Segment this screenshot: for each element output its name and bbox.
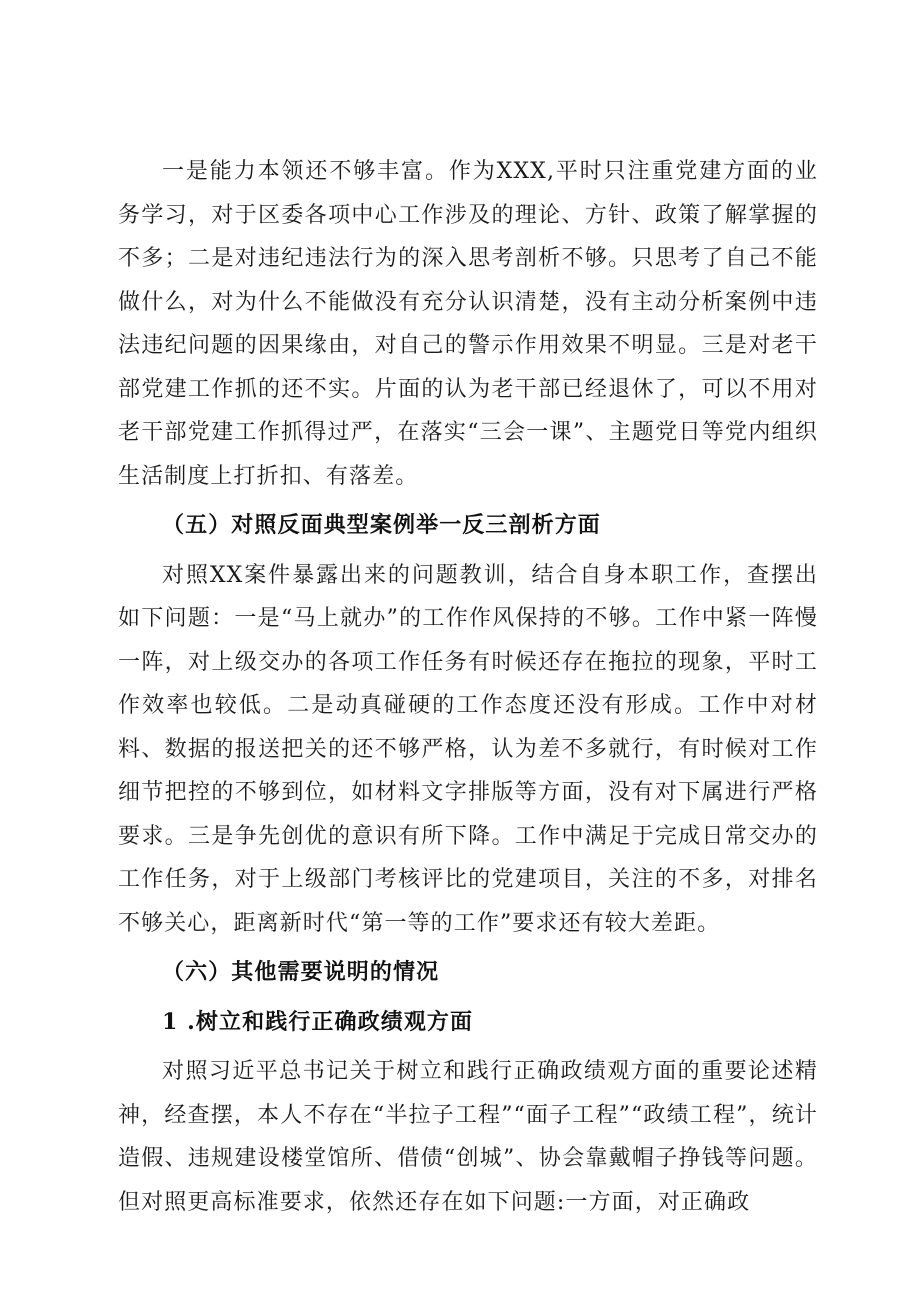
- paragraph-ability-shortcomings: 一是能力本领还不够丰富。作为XXX,平时只注重党建方面的业务学习，对于区委各项中心工作涉及的理论、方针、政策了解掌握的不多；二是对违纪违法行为的深入思考剖析不够。只思考了自己不能做什么，对为什么不能做没有充分认识清楚，没有主动分析案例中违法违纪问题的因果缘由，对自己的警示作用效果不明显。三是对老干部党建工作抓的还不实。片面的认为老干部已经退休了，可以不用对老干部党建工作抓得过严，在落实“三会一课”、主题党日等党内组织生活制度上打折扣、有落差。: [118, 159, 818, 489]
- paragraph-case-analysis: 对照XX案件暴露出来的问题教训，结合自身本职工作，查摆出如下问题：一是“马上就办”的工作作风保持的不够。工作中紧一阵慢一阵，对上级交办的各项工作任务有时候还存在拖拉的现象，平时工作效率也较低。二是动真碰硬的工作态度还没有形成。工作中对材料、数据的报送把关的还不够严格，认为差不多就行，有时候对工作细节把控的不够到位，如材料文字排版等方面，没有对下属进行严格要求。三是争先创优的意识有所下降。工作中满足于完成日常交办的工作任务，对于上级部门考核评比的党建项目，关注的不多，对排名不够关心，距离新时代“第一等的工作”要求还有较大差距。: [118, 562, 818, 936]
- subsection-heading-6-1: 1 .树立和践行正确政绩观方面: [162, 1008, 474, 1035]
- document-body: [118, 150, 818, 1224]
- section-heading-6: （六）其他需要说明的情况: [162, 959, 440, 985]
- section-heading-5: （五）对照反面典型案例举一反三剖析方面: [162, 512, 601, 538]
- paragraph-performance-view: 对照习近平总书记关于树立和践行正确政绩观方面的重要论述精神，经查摆，本人不存在“半拉子工程”“面子工程”“政绩工程”，统计造假、违规建设楼堂馆所、借债“创城”、协会靠戴帽子挣钱等问题。但对照更高标准要求，依然还存在如下问题:一方面，对正确政: [118, 1059, 818, 1215]
